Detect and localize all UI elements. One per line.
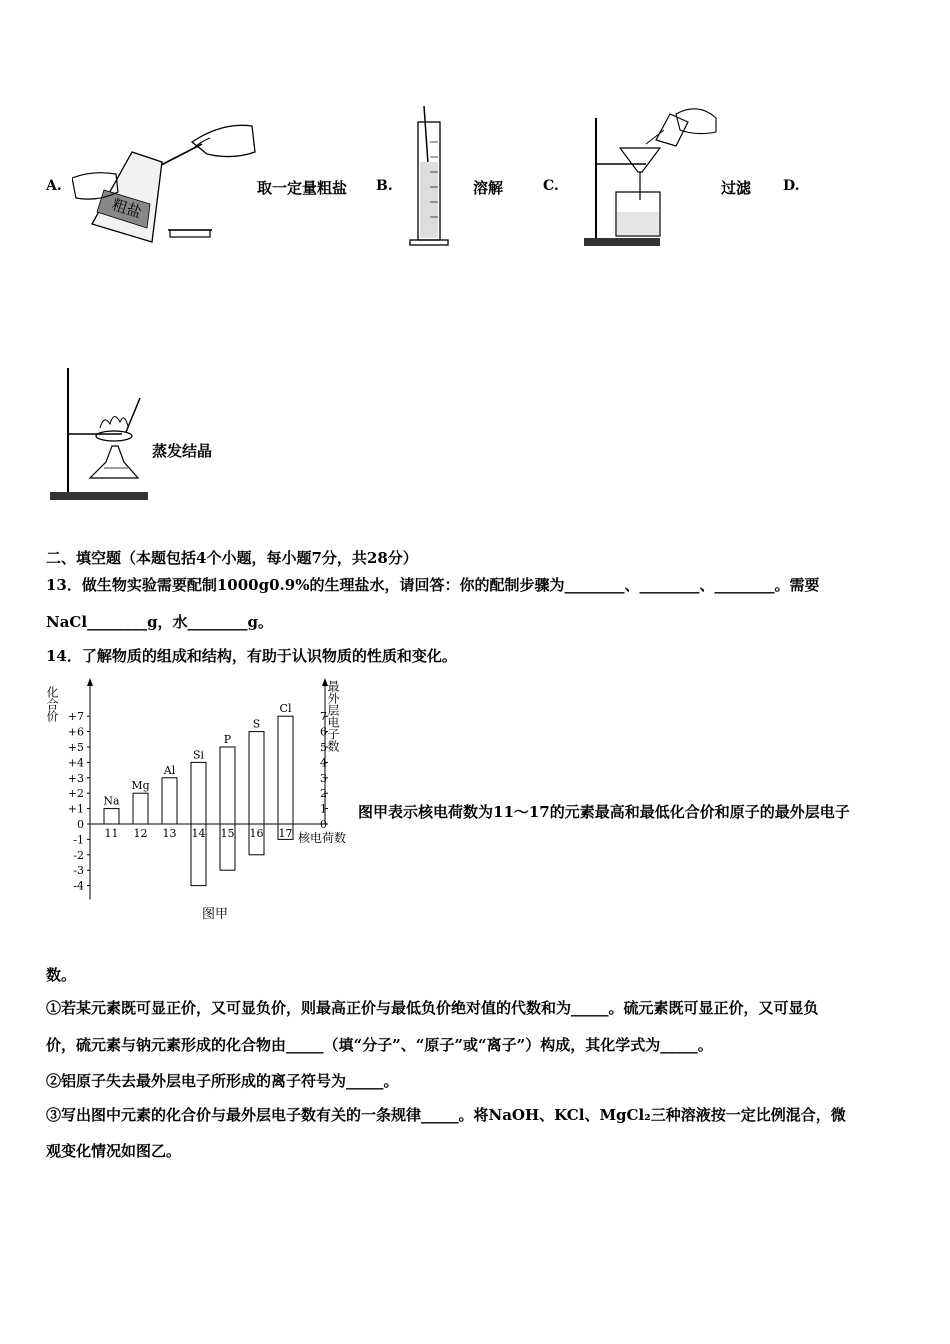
- bar-max-valence: [249, 732, 264, 824]
- left-y-axis-arrow: [87, 678, 93, 686]
- category-label: 12: [133, 827, 148, 840]
- right-tick-label: 2: [320, 787, 327, 801]
- left-tick-label: +2: [67, 787, 84, 801]
- element-label: Mg: [131, 779, 150, 793]
- left-tick-label: +3: [67, 771, 84, 785]
- element-label: Cl: [279, 702, 292, 716]
- bar-max-valence: [220, 747, 235, 824]
- category-label: 11: [104, 827, 119, 840]
- left-tick-label: -4: [73, 879, 84, 893]
- element-label: P: [223, 733, 232, 746]
- option-c-letter: C.: [543, 178, 559, 194]
- left-tick-label: -3: [73, 864, 84, 878]
- q13-line-2: NaCl________g，水________g。: [46, 613, 274, 631]
- right-tick-label: 1: [320, 802, 327, 816]
- chart-title: 图甲: [202, 907, 229, 922]
- q14-item3-line-2: 观变化情况如图乙。: [46, 1142, 182, 1160]
- chart-left-ylabel: 化合价: [45, 686, 59, 722]
- chart-xlabel: 核电荷数: [298, 831, 347, 845]
- evaporation-illustration: [44, 362, 154, 504]
- right-tick-label: 4: [320, 756, 327, 770]
- option-a-caption: 取一定量粗盐: [257, 179, 348, 197]
- left-tick-label: +4: [67, 756, 84, 770]
- q14-item3-line-1: ③写出图中元素的化合价与最外层电子数有关的一条规律_____。将NaOH、KCl、MgCl₂三种溶液按一定比例混合，微: [46, 1106, 846, 1124]
- bar-max-valence: [162, 778, 177, 824]
- option-a-letter: A.: [46, 178, 62, 194]
- left-tick-label: +5: [67, 741, 84, 754]
- option-b-letter: B.: [376, 178, 393, 194]
- valence-chart: [44, 672, 364, 930]
- bar-max-valence: [278, 716, 293, 824]
- chart-right-ylabel: 最外层电子数: [326, 680, 340, 752]
- left-tick-label: +1: [67, 802, 84, 816]
- category-label: 14: [191, 827, 206, 840]
- category-label: 13: [162, 827, 177, 840]
- element-label: Al: [163, 763, 176, 777]
- left-tick-label: -2: [73, 848, 84, 862]
- measuring-cylinder-illustration: [400, 102, 460, 250]
- chart-caption: 图甲表示核电荷数为11～17的元素最高和最低化合价和原子的最外层电子: [358, 803, 850, 821]
- bar-max-valence: [104, 809, 119, 824]
- option-d-letter: D.: [783, 178, 800, 194]
- scooping-salt-illustration: [72, 112, 257, 252]
- salt-bag-label: 粗盐: [109, 195, 144, 222]
- q14-item1-line-2: 价，硫元素与钠元素形成的化合物由_____（填“分子”、“原子”或“离子”）构成，其化学式为_____。: [46, 1036, 713, 1054]
- section-heading: 二、填空题（本题包括4个小题，每小题7分，共28分）: [46, 549, 418, 567]
- right-tick-label: 5: [320, 741, 327, 754]
- left-tick-label: -1: [73, 833, 84, 847]
- left-tick-label: +7: [67, 710, 84, 724]
- left-tick-label: +6: [67, 725, 84, 739]
- option-c-caption: 过滤: [721, 179, 752, 197]
- category-label: 17: [278, 827, 293, 840]
- element-label: Si: [192, 748, 205, 762]
- right-tick-label: 6: [320, 725, 327, 739]
- q14-item1-line-1: ①若某元素既可显正价，又可显负价，则最高正价与最低负价绝对值的代数和为_____。硫元素既可显正价，又可显负: [46, 999, 819, 1017]
- q14-continuation: 数。: [46, 966, 77, 984]
- q14-item2: ②铝原子失去最外层电子所形成的离子符号为_____。: [46, 1072, 399, 1090]
- category-label: 15: [220, 827, 235, 840]
- option-d-caption: 蒸发结晶: [152, 442, 213, 460]
- q14-intro: 14．了解物质的组成和结构，有助于认识物质的性质和变化。: [46, 647, 457, 665]
- right-tick-label: 0: [320, 818, 327, 831]
- category-label: 16: [249, 827, 264, 840]
- q13-line-1: 13．做生物实验需要配制1000g0.9%的生理盐水，请回答：你的配制步骤为________、________、________。需要: [46, 576, 820, 594]
- bar-max-valence: [191, 762, 206, 824]
- option-b-caption: 溶解: [473, 179, 504, 197]
- right-tick-label: 7: [320, 710, 327, 724]
- filtration-illustration: [580, 100, 720, 250]
- element-label: Na: [103, 794, 120, 808]
- bar-max-valence: [133, 793, 148, 824]
- right-tick-label: 3: [320, 771, 327, 785]
- left-tick-label: 0: [77, 818, 84, 831]
- element-label: S: [252, 717, 261, 731]
